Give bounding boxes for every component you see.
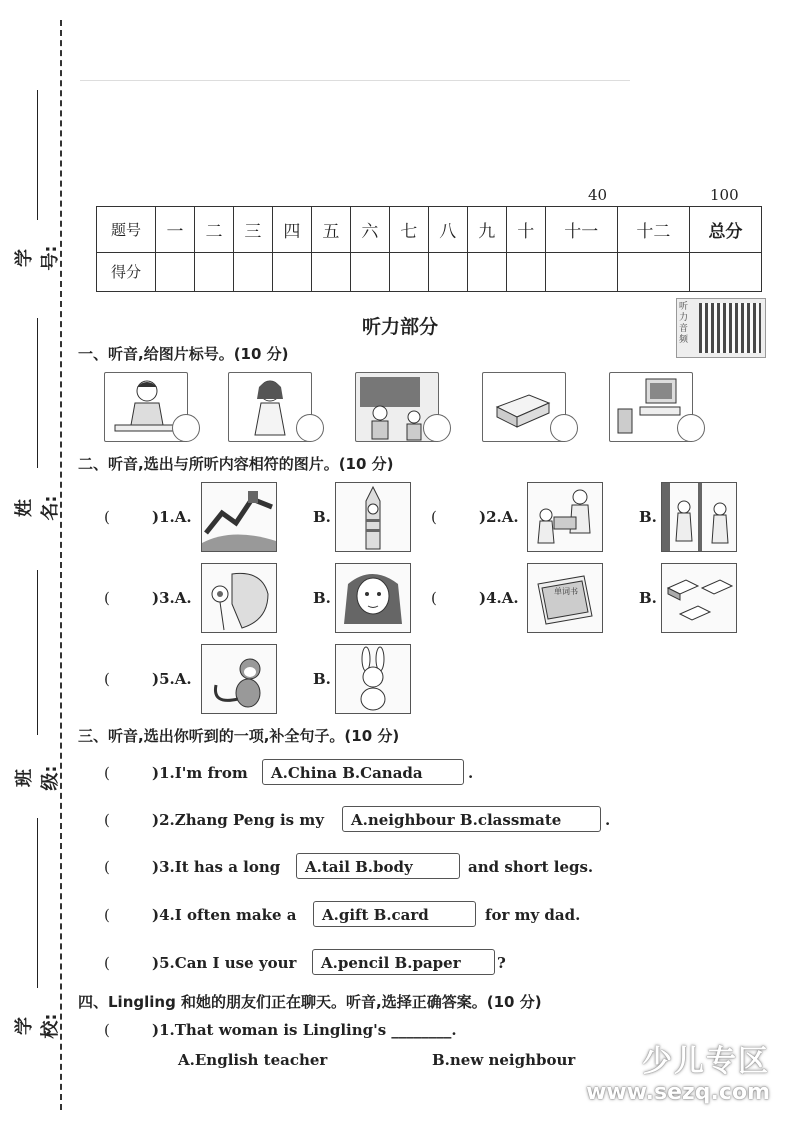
answer-paren[interactable]: ( bbox=[431, 508, 437, 526]
great-wall-picture bbox=[201, 482, 277, 552]
section4-title: 四、Lingling 和她的朋友们正在聊天。听音,选择正确答案。(10 分) bbox=[78, 993, 542, 1011]
annot-40: 40 bbox=[588, 186, 608, 204]
name-line bbox=[37, 318, 38, 468]
watermark-title: 少儿专区 bbox=[642, 1044, 770, 1079]
qr-label: 听力音频 bbox=[679, 302, 689, 345]
score-cell[interactable] bbox=[467, 252, 506, 291]
sec3-q5-post: ? bbox=[497, 954, 506, 972]
header-rule bbox=[80, 80, 630, 81]
sec2-q5-label: )5.A. bbox=[152, 670, 192, 688]
score-cell[interactable] bbox=[350, 252, 389, 291]
score-header-cell: 五 bbox=[311, 207, 350, 253]
score-cell[interactable] bbox=[428, 252, 467, 291]
sec3-q4-post: for my dad. bbox=[485, 906, 581, 924]
answer-paren[interactable]: ( bbox=[104, 508, 110, 526]
qr-code-box[interactable] bbox=[676, 298, 766, 358]
class-line bbox=[37, 570, 38, 735]
section3-title: 三、听音,选出你听到的一项,补全句子。(10 分) bbox=[78, 727, 400, 745]
smell-flower-picture bbox=[201, 563, 277, 633]
answer-paren[interactable]: ( bbox=[104, 811, 110, 829]
part-title: 听力部分 bbox=[361, 316, 438, 338]
answer-paren[interactable]: ( bbox=[104, 670, 110, 688]
erasers-icon bbox=[662, 564, 736, 632]
score-header-cell: 九 bbox=[467, 207, 506, 253]
sec3-q2-options[interactable]: A.neighbour B.classmate bbox=[342, 806, 601, 832]
sec2-q4-b-label: B. bbox=[639, 589, 657, 607]
sec3-q4-text: )4.I often make a bbox=[152, 906, 297, 924]
sec3-q3-options[interactable]: A.tail B.body bbox=[296, 853, 460, 879]
answer-paren[interactable]: ( bbox=[104, 1021, 110, 1039]
score-row-label: 得分 bbox=[97, 252, 156, 291]
class-label: 班级: bbox=[14, 765, 61, 791]
score-header-cell: 八 bbox=[428, 207, 467, 253]
school-label: 学校: bbox=[14, 1013, 61, 1039]
score-header-cell: 总分 bbox=[689, 207, 761, 253]
answer-circle[interactable] bbox=[296, 414, 324, 442]
big-ben-icon bbox=[336, 483, 410, 551]
score-header-cell: 六 bbox=[350, 207, 389, 253]
answer-circle[interactable] bbox=[677, 414, 705, 442]
section1-title: 一、听音,给图片标号。(10 分) bbox=[78, 345, 289, 363]
watermark bbox=[586, 1036, 770, 1105]
student-id-line bbox=[37, 90, 38, 220]
binding-dashed-line bbox=[60, 20, 62, 1110]
score-header-cell: 三 bbox=[233, 207, 272, 253]
answer-paren[interactable]: ( bbox=[104, 858, 110, 876]
erasers-picture bbox=[661, 563, 737, 633]
sec2-q3-label: )3.A. bbox=[152, 589, 192, 607]
answer-circle[interactable] bbox=[550, 414, 578, 442]
people-carrying-icon bbox=[528, 483, 602, 551]
sec2-q1-label: )1.A. bbox=[152, 508, 192, 526]
answer-paren[interactable]: ( bbox=[104, 906, 110, 924]
sec3-q2-post: . bbox=[605, 811, 611, 829]
monkey-icon bbox=[202, 645, 276, 713]
helping-picture bbox=[527, 482, 603, 552]
score-cell[interactable] bbox=[272, 252, 311, 291]
name-label: 姓名: bbox=[14, 495, 61, 521]
sec2-q3-b-label: B. bbox=[313, 589, 331, 607]
answer-circle[interactable] bbox=[172, 414, 200, 442]
qr-code-icon bbox=[699, 303, 761, 353]
door-people-icon bbox=[662, 483, 736, 551]
answer-paren[interactable]: ( bbox=[104, 764, 110, 782]
sec2-q5-b-label: B. bbox=[313, 670, 331, 688]
sec2-q4-label: )4.A. bbox=[479, 589, 519, 607]
sec3-q5-text: )5.Can I use your bbox=[152, 954, 297, 972]
answer-circle[interactable] bbox=[423, 414, 451, 442]
score-header-cell: 一 bbox=[156, 207, 195, 253]
sec2-q1-b-label: B. bbox=[313, 508, 331, 526]
score-cell[interactable] bbox=[194, 252, 233, 291]
books-picture bbox=[527, 563, 603, 633]
sec3-q4-options[interactable]: A.gift B.card bbox=[313, 901, 476, 927]
score-header-cell: 十二 bbox=[617, 207, 689, 253]
score-cell[interactable] bbox=[311, 252, 350, 291]
score-header-row bbox=[97, 207, 762, 253]
door-picture bbox=[661, 482, 737, 552]
score-cell[interactable] bbox=[156, 252, 195, 291]
school-line bbox=[37, 818, 38, 988]
student-id-label: 学号: bbox=[14, 245, 61, 271]
sec3-q1-text: )1.I'm from bbox=[152, 764, 248, 782]
answer-paren[interactable]: ( bbox=[104, 589, 110, 607]
smelling-flower-icon bbox=[202, 564, 276, 632]
sec3-q2-text: )2.Zhang Peng is my bbox=[152, 811, 324, 829]
big-ben-picture bbox=[335, 482, 411, 552]
monkey-picture bbox=[201, 644, 277, 714]
sec3-q5-options[interactable]: A.pencil B.paper bbox=[312, 949, 495, 975]
sec4-q1-option-b[interactable]: B.new neighbour bbox=[432, 1051, 576, 1069]
sec4-q1-option-a[interactable]: A.English teacher bbox=[178, 1051, 328, 1069]
score-value-row bbox=[97, 252, 762, 291]
sec2-q2-label: )2.A. bbox=[479, 508, 519, 526]
score-header-cell: 十一 bbox=[545, 207, 617, 253]
score-cell[interactable] bbox=[506, 252, 545, 291]
answer-paren[interactable]: ( bbox=[104, 954, 110, 972]
book-cover-label: 单词书 bbox=[554, 587, 578, 596]
score-cell[interactable] bbox=[689, 252, 761, 291]
sec3-q3-text: )3.It has a long bbox=[152, 858, 281, 876]
girl-face-icon bbox=[336, 564, 410, 632]
score-header-cell: 七 bbox=[389, 207, 428, 253]
score-header-cell: 十 bbox=[506, 207, 545, 253]
score-header-cell: 题号 bbox=[97, 207, 156, 253]
score-table bbox=[96, 206, 762, 292]
section2-title: 二、听音,选出与所听内容相符的图片。(10 分) bbox=[78, 455, 394, 473]
watermark-url: www.sezq.com bbox=[586, 1080, 770, 1105]
answer-paren[interactable]: ( bbox=[431, 589, 437, 607]
annot-100: 100 bbox=[710, 186, 739, 204]
sec2-q2-b-label: B. bbox=[639, 508, 657, 526]
score-cell[interactable] bbox=[389, 252, 428, 291]
score-header-cell: 二 bbox=[194, 207, 233, 253]
score-cell[interactable] bbox=[545, 252, 617, 291]
rabbit-icon bbox=[336, 645, 410, 713]
sec4-q1-text: )1.That woman is Lingling's ________. bbox=[152, 1021, 457, 1039]
score-header-cell: 四 bbox=[272, 207, 311, 253]
rabbit-picture bbox=[335, 644, 411, 714]
score-cell[interactable] bbox=[233, 252, 272, 291]
sec3-q1-post: . bbox=[468, 764, 474, 782]
girl-eye-picture bbox=[335, 563, 411, 633]
score-cell[interactable] bbox=[617, 252, 689, 291]
word-books-icon bbox=[528, 564, 602, 632]
sec3-q1-options[interactable]: A.China B.Canada bbox=[262, 759, 464, 785]
great-wall-icon bbox=[202, 483, 276, 551]
sec3-q3-post: and short legs. bbox=[468, 858, 594, 876]
